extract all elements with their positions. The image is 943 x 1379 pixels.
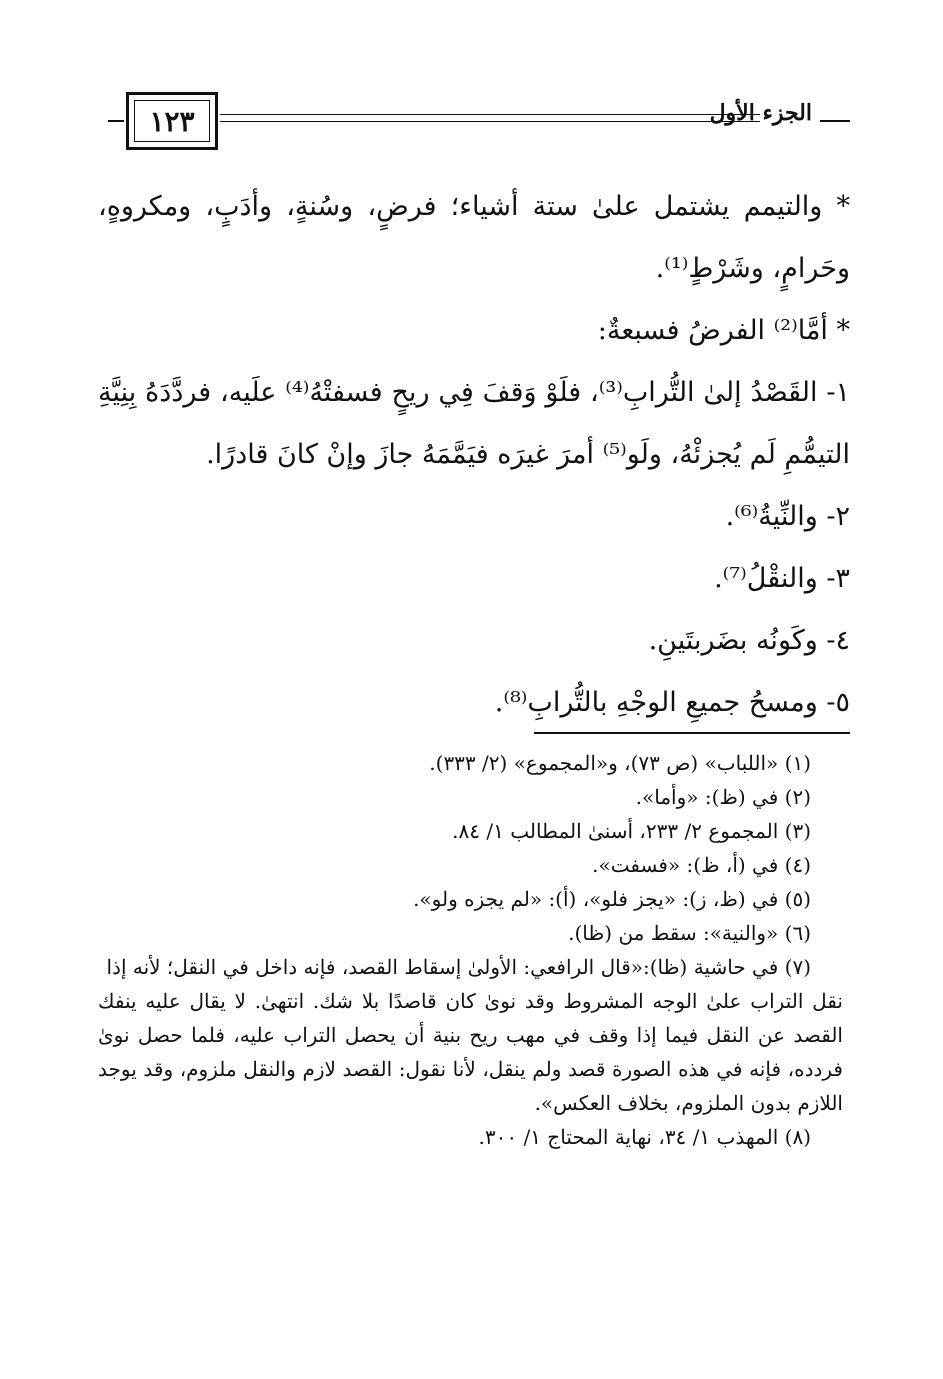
header-rule-double [220, 114, 760, 122]
footnote-7-first-line: (٧) في حاشية (ظا):«قال الرافعي: الأولىٰ إسقاط القصد، فإنه داخل في النقل؛ لأنه إذا [106, 955, 811, 979]
header-rule-left [108, 120, 124, 122]
footnote-7 [98, 950, 843, 1120]
header-title: الجزء الأول [709, 100, 812, 126]
footnote-2: (٢) في (ظ): «وأما». [635, 785, 811, 809]
list-item-4: ٤- وكَونُه بضَربتَينِ. [648, 625, 850, 656]
header-rule-right [820, 120, 850, 122]
footnotes [98, 746, 843, 1154]
list-item-5: ٥- ومسحُ جميعِ الوجْهِ بالتُّرابِ⁽⁸⁾. [494, 687, 850, 718]
page-number: ١٢٣ [134, 100, 210, 142]
footnote-8: (٨) المهذب ١/ ٣٤، نهاية المحتاج ١/ ٣٠٠. [478, 1125, 811, 1149]
list-item-2: ٢- والنِّيةُ⁽⁶⁾. [725, 501, 850, 532]
footnote-separator [534, 732, 850, 734]
paragraph-fard-heading: * أمَّا⁽²⁾ الفرضُ فسبعةٌ: [597, 315, 850, 346]
page-number-frame [126, 92, 218, 150]
list-item-1: ١- القَصْدُ إلىٰ التُّرابِ⁽³⁾، فلَوْ وَقفَ فِي ريحٍ فسفتْهُ⁽⁴⁾ علَيه، فردَّدَهُ بِنِيَّةِ التيمُّمِ لَم يُجزئْهُ، ولَو⁽⁵⁾ أمرَ غيرَه فيَمَّمَهُ جازَ وإنْ كانَ قادرًا. [98, 377, 850, 470]
footnote-3: (٣) المجموع ٢/ ٢٣٣، أسنىٰ المطالب ١/ ٨٤. [452, 819, 811, 843]
footnote-4: (٤) في (أ، ظ): «فسفت». [592, 853, 811, 877]
list-item-3: ٣- والنقْلُ⁽⁷⁾. [714, 563, 850, 594]
main-text [98, 176, 850, 734]
footnote-5: (٥) في (ظ، ز): «يجز فلو»، (أ): «لم يجزه ولو». [413, 887, 811, 911]
paragraph-intro: * والتيمم يشتمل علىٰ ستة أشياء؛ فرضٍ، وسُنةٍ، وأدَبٍ، ومكروهٍ، وحَرامٍ، وشَرْطٍ⁽¹⁾. [98, 191, 850, 284]
footnote-6: (٦) «والنية»: سقط من (ظا). [568, 921, 811, 945]
footnote-7-continuation: نقل التراب علىٰ الوجه المشروط وقد نوىٰ كان قاصدًا بلا شك. انتهىٰ. لا يقال عليه ينفك القصد عن النقل فيما إذا وقف في مهب ريح بنية أن يحصل التراب عليه، فلما حصل نوىٰ فردده، فإنه في هذه الصورة قصد ولم ينقل، لأنا نقول: القصد لازم والنقل ملزوم، وقد يوجد اللازم بدون الملزوم، بخلاف العكس». [98, 989, 843, 1115]
footnote-1: (١) «اللباب» (ص ٧٣)، و«المجموع» (٢/ ٣٣٣). [429, 751, 811, 775]
page-header [108, 92, 850, 154]
